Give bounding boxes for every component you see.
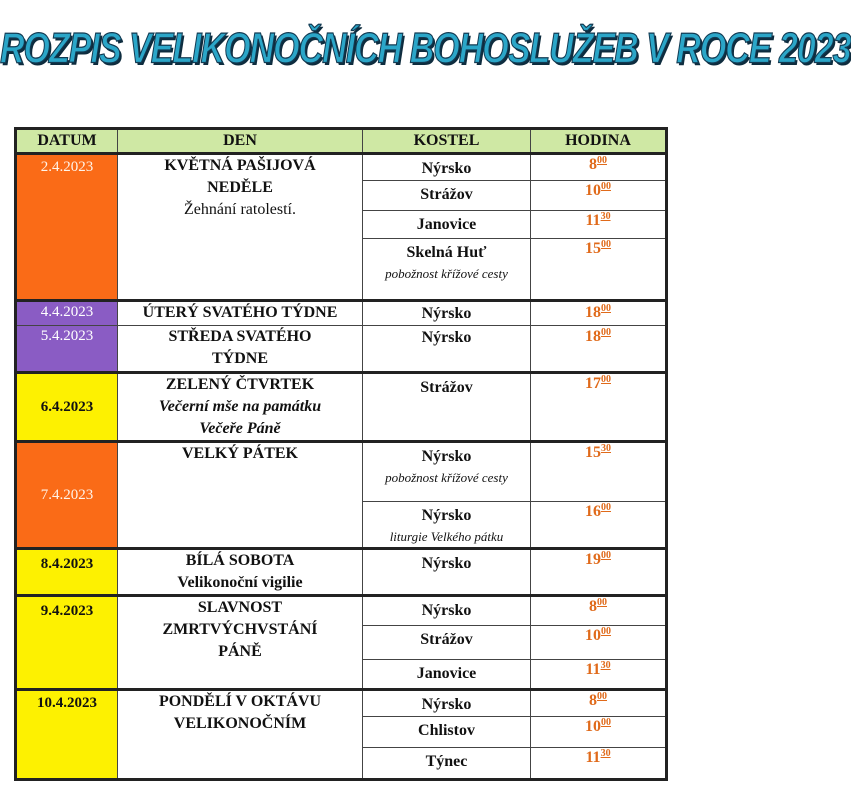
- service-note: pobožnost křížové cesty: [385, 266, 508, 281]
- time-cell: [531, 373, 667, 442]
- time-hour: 16: [585, 503, 601, 520]
- day-line: PÁNĚ: [218, 643, 262, 660]
- time-cell: [531, 717, 667, 748]
- church-cell: [363, 717, 531, 748]
- time-cell: [531, 596, 667, 626]
- time-minutes: 00: [597, 597, 607, 608]
- day-line: ZELENÝ ČTVRTEK: [165, 376, 315, 393]
- time-hour: 17: [585, 375, 601, 392]
- time-cell: [531, 211, 667, 239]
- church-cell: [363, 442, 531, 502]
- church-name: Janovice: [416, 665, 477, 682]
- day-line: SLAVNOST: [197, 599, 283, 616]
- time-minutes: 30: [600, 660, 611, 671]
- time-hour: 11: [585, 212, 601, 229]
- church-cell: [363, 502, 531, 549]
- time-minutes: 00: [601, 374, 611, 385]
- church-cell: [363, 154, 531, 181]
- church-name: Nýrsko: [421, 160, 472, 177]
- time-hour: 10: [585, 182, 601, 199]
- time-minutes: 00: [601, 626, 611, 637]
- day-cell: [118, 326, 363, 373]
- day-note: Žehnání ratolestí.: [184, 201, 296, 218]
- day-cell: [118, 549, 363, 596]
- day-line: NEDĚLE: [207, 179, 273, 196]
- day-italic-line: Večeře Páně: [199, 420, 281, 437]
- time-minutes: 00: [601, 181, 611, 192]
- page-title: ROZPIS VELIKONOČNÍCH BOHOSLUŽEB V ROCE 2023: [0, 25, 851, 73]
- time-cell: [531, 690, 667, 717]
- church-name: Nýrsko: [421, 305, 472, 322]
- table-row: [16, 326, 667, 373]
- day-cell: [118, 596, 363, 690]
- time-cell: [531, 154, 667, 181]
- day-line: KVĚTNÁ PAŠIJOVÁ: [164, 157, 316, 174]
- day-line: VELIKONOČNÍM: [173, 715, 307, 732]
- schedule-table: [14, 127, 668, 781]
- church-cell: [363, 596, 531, 626]
- church-name: Strážov: [420, 631, 473, 648]
- table-row: [16, 373, 667, 442]
- day-line: Velikonoční vigilie: [177, 574, 303, 591]
- day-line: STŘEDA SVATÉHO: [168, 328, 312, 345]
- time-hour: 19: [585, 551, 601, 568]
- church-cell: [363, 748, 531, 780]
- time-minutes: 00: [601, 303, 611, 314]
- time-minutes: 30: [600, 211, 611, 222]
- table-row: [16, 596, 667, 626]
- date-cell: 10.4.2023: [16, 690, 118, 780]
- church-cell: [363, 690, 531, 717]
- church-name: Chlistov: [418, 722, 475, 739]
- church-cell: [363, 211, 531, 239]
- church-name: Skelná Huť: [406, 244, 487, 261]
- church-cell: [363, 660, 531, 690]
- time-minutes: 00: [601, 239, 611, 250]
- church-name: Strážov: [420, 379, 473, 396]
- time-cell: [531, 502, 667, 549]
- church-cell: [363, 373, 531, 442]
- time-minutes: 00: [601, 502, 611, 513]
- time-hour: 18: [585, 304, 601, 321]
- church-name: Nýrsko: [421, 448, 472, 465]
- church-cell: [363, 626, 531, 660]
- time-minutes: 30: [601, 443, 611, 454]
- header-hodina: HODINA: [531, 129, 667, 154]
- time-cell: [531, 326, 667, 373]
- time-hour: 8: [589, 692, 597, 709]
- time-hour: 11: [585, 749, 601, 766]
- time-minutes: 00: [601, 717, 611, 728]
- day-line: TÝDNE: [211, 350, 268, 367]
- church-name: Týnec: [425, 753, 468, 770]
- day-line: PONDĚLÍ V OKTÁVU: [158, 693, 322, 710]
- time-minutes: 00: [597, 691, 607, 702]
- time-minutes: 00: [601, 327, 611, 338]
- date-cell: 6.4.2023: [16, 373, 118, 442]
- church-name: Nýrsko: [421, 507, 472, 524]
- time-hour: 10: [585, 627, 601, 644]
- time-hour: 10: [585, 718, 601, 735]
- header-row: [16, 129, 667, 154]
- day-cell: [118, 690, 363, 780]
- time-hour: 8: [589, 598, 597, 615]
- table-row: [16, 690, 667, 717]
- time-hour: 15: [585, 240, 601, 257]
- time-cell: [531, 239, 667, 301]
- church-name: Nýrsko: [421, 696, 472, 713]
- church-name: Nýrsko: [421, 602, 472, 619]
- date-cell: 8.4.2023: [16, 549, 118, 596]
- church-cell: [363, 239, 531, 301]
- header-den: DEN: [118, 129, 363, 154]
- header-datum: DATUM: [16, 129, 118, 154]
- time-cell: [531, 660, 667, 690]
- table-row: [16, 301, 667, 326]
- time-hour: 11: [585, 661, 601, 678]
- day-italic-line: Večerní mše na památku: [158, 398, 322, 415]
- day-cell: [118, 442, 363, 549]
- church-cell: [363, 549, 531, 596]
- time-minutes: 30: [600, 748, 611, 759]
- date-cell: 4.4.2023: [16, 301, 118, 326]
- time-minutes: 00: [597, 155, 607, 166]
- service-note: liturgie Velkého pátku: [389, 529, 504, 544]
- date-cell: 9.4.2023: [16, 596, 118, 690]
- church-name: Nýrsko: [421, 329, 472, 346]
- time-cell: [531, 442, 667, 502]
- church-cell: [363, 181, 531, 211]
- header-kostel: KOSTEL: [363, 129, 531, 154]
- time-hour: 15: [585, 444, 601, 461]
- service-note: pobožnost křížové cesty: [385, 470, 508, 485]
- day-cell: [118, 373, 363, 442]
- time-hour: 18: [585, 328, 601, 345]
- time-minutes: 00: [601, 550, 611, 561]
- date-cell: 5.4.2023: [16, 326, 118, 373]
- date-cell: 7.4.2023: [16, 442, 118, 549]
- day-line: ZMRTVÝCHVSTÁNÍ: [162, 621, 318, 638]
- time-cell: [531, 748, 667, 780]
- church-name: Nýrsko: [421, 555, 472, 572]
- church-name: Janovice: [416, 216, 477, 233]
- time-cell: [531, 549, 667, 596]
- day-line: ÚTERÝ SVATÉHO TÝDNE: [142, 304, 338, 321]
- church-name: Strážov: [420, 186, 473, 203]
- time-cell: [531, 626, 667, 660]
- day-cell: [118, 154, 363, 301]
- time-cell: [531, 181, 667, 211]
- date-cell: 2.4.2023: [16, 154, 118, 301]
- day-cell: [118, 301, 363, 326]
- church-cell: [363, 326, 531, 373]
- time-cell: [531, 301, 667, 326]
- church-cell: [363, 301, 531, 326]
- table-row: [16, 154, 667, 181]
- time-hour: 8: [589, 156, 597, 173]
- table-row: [16, 442, 667, 502]
- day-line: BÍLÁ SOBOTA: [185, 552, 295, 569]
- day-line: VELKÝ PÁTEK: [181, 445, 298, 462]
- table-row: [16, 549, 667, 596]
